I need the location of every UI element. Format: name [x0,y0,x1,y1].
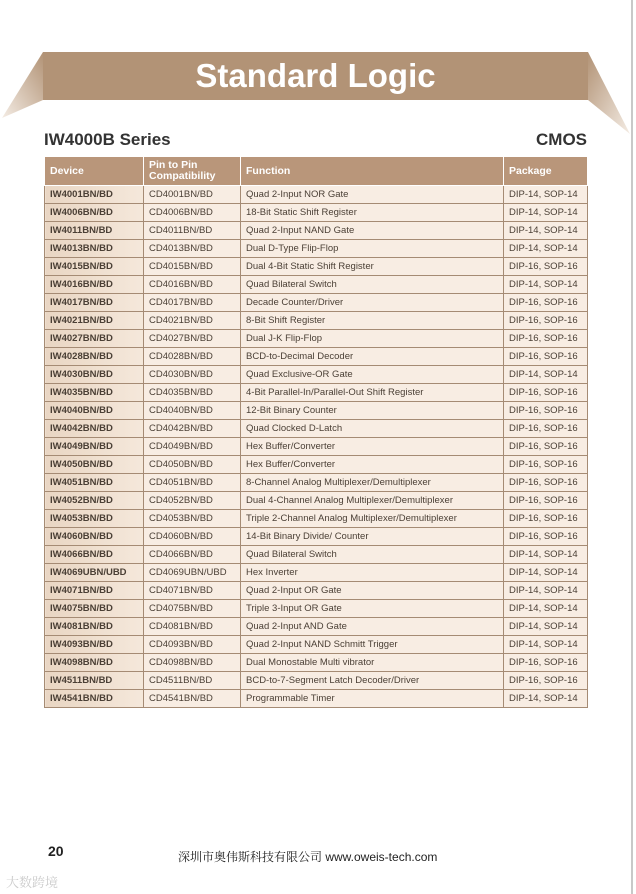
cell-compatibility: CD4016BN/BD [144,276,241,294]
cell-compatibility: CD4006BN/BD [144,204,241,222]
table-row [45,654,588,672]
cell-device: IW4049BN/BD [45,438,144,456]
cell-device: IW4098BN/BD [45,654,144,672]
cell-package: DIP-14, SOP-14 [504,366,588,384]
table-row [45,690,588,708]
table-row [45,222,588,240]
cell-device: IW4071BN/BD [45,582,144,600]
table-row [45,348,588,366]
cell-package: DIP-16, SOP-16 [504,528,588,546]
cell-package: DIP-14, SOP-14 [504,204,588,222]
table-row [45,564,588,582]
table-row [45,240,588,258]
cell-package: DIP-16, SOP-16 [504,654,588,672]
table-row [45,492,588,510]
cell-package: DIP-14, SOP-14 [504,546,588,564]
cell-device: IW4006BN/BD [45,204,144,222]
table-row [45,312,588,330]
cell-package: DIP-16, SOP-16 [504,510,588,528]
cell-package: DIP-14, SOP-14 [504,618,588,636]
cell-package: DIP-14, SOP-14 [504,582,588,600]
cell-function: Programmable Timer [241,690,504,708]
cell-function: Triple 3-Input OR Gate [241,600,504,618]
table-row [45,510,588,528]
cell-function: Decade Counter/Driver [241,294,504,312]
col-device: Device [45,157,144,186]
cell-function: Quad Bilateral Switch [241,276,504,294]
cell-function: Quad Exclusive-OR Gate [241,366,504,384]
page-number: 20 [48,843,64,859]
cell-function: 4-Bit Parallel-In/Parallel-Out Shift Register [241,384,504,402]
table-row [45,384,588,402]
cell-compatibility: CD4511BN/BD [144,672,241,690]
cell-function: 18-Bit Static Shift Register [241,204,504,222]
cell-compatibility: CD4075BN/BD [144,600,241,618]
cell-package: DIP-16, SOP-16 [504,348,588,366]
cell-device: IW4011BN/BD [45,222,144,240]
table-row [45,438,588,456]
cell-package: DIP-16, SOP-16 [504,312,588,330]
cell-compatibility: CD4027BN/BD [144,330,241,348]
cell-compatibility: CD4021BN/BD [144,312,241,330]
table-row [45,402,588,420]
cell-package: DIP-14, SOP-14 [504,564,588,582]
table-row [45,456,588,474]
cell-compatibility: CD4053BN/BD [144,510,241,528]
table-row [45,636,588,654]
cell-device: IW4075BN/BD [45,600,144,618]
cell-device: IW4021BN/BD [45,312,144,330]
cell-compatibility: CD4081BN/BD [144,618,241,636]
cell-function: Hex Inverter [241,564,504,582]
cell-device: IW4017BN/BD [45,294,144,312]
table-row [45,546,588,564]
table-row [45,294,588,312]
watermark-logo: 大数跨境 [6,875,59,890]
cell-device: IW4001BN/BD [45,186,144,204]
table-row [45,474,588,492]
cell-package: DIP-14, SOP-14 [504,186,588,204]
table-row [45,600,588,618]
cell-package: DIP-16, SOP-16 [504,402,588,420]
cell-compatibility: CD4040BN/BD [144,402,241,420]
table-header-row [45,157,588,186]
cell-device: IW4027BN/BD [45,330,144,348]
table-row [45,276,588,294]
cell-device: IW4093BN/BD [45,636,144,654]
cell-package: DIP-16, SOP-16 [504,420,588,438]
cell-compatibility: CD4051BN/BD [144,474,241,492]
col-package: Package [504,157,588,186]
cell-compatibility: CD4052BN/BD [144,492,241,510]
cell-package: DIP-16, SOP-16 [504,474,588,492]
cell-package: DIP-16, SOP-16 [504,258,588,276]
cell-compatibility: CD4049BN/BD [144,438,241,456]
cell-device: IW4015BN/BD [45,258,144,276]
cell-function: 8-Bit Shift Register [241,312,504,330]
cell-package: DIP-16, SOP-16 [504,456,588,474]
cell-compatibility: CD4071BN/BD [144,582,241,600]
cell-function: Triple 2-Channel Analog Multiplexer/Demultiplexer [241,510,504,528]
cell-compatibility: CD4098BN/BD [144,654,241,672]
cell-device: IW4040BN/BD [45,402,144,420]
cell-device: IW4541BN/BD [45,690,144,708]
cell-function: 12-Bit Binary Counter [241,402,504,420]
cell-device: IW4050BN/BD [45,456,144,474]
col-function: Function [241,157,504,186]
cell-device: IW4511BN/BD [45,672,144,690]
cell-compatibility: CD4042BN/BD [144,420,241,438]
left-wing [2,52,43,118]
cell-function: Dual J-K Flip-Flop [241,330,504,348]
cell-package: DIP-14, SOP-14 [504,690,588,708]
cell-device: IW4081BN/BD [45,618,144,636]
cell-package: DIP-14, SOP-14 [504,276,588,294]
cell-package: DIP-14, SOP-14 [504,600,588,618]
series-title: IW4000B Series [44,130,171,149]
right-wing [588,52,630,134]
cell-function: Quad Clocked D-Latch [241,420,504,438]
cell-compatibility: CD4035BN/BD [144,384,241,402]
table-row [45,204,588,222]
cell-compatibility: CD4028BN/BD [144,348,241,366]
cell-function: 14-Bit Binary Divide/ Counter [241,528,504,546]
table-row [45,618,588,636]
cell-function: Quad 2-Input OR Gate [241,582,504,600]
cell-function: 8-Channel Analog Multiplexer/Demultiplexer [241,474,504,492]
cell-compatibility: CD4015BN/BD [144,258,241,276]
cell-function: Dual 4-Channel Analog Multiplexer/Demultiplexer [241,492,504,510]
cell-device: IW4013BN/BD [45,240,144,258]
table-row [45,672,588,690]
cell-package: DIP-14, SOP-14 [504,222,588,240]
table-row [45,528,588,546]
banner-title: Standard Logic [43,52,588,100]
cell-device: IW4028BN/BD [45,348,144,366]
table-row [45,582,588,600]
cell-device: IW4069UBN/UBD [45,564,144,582]
cell-package: DIP-14, SOP-14 [504,636,588,654]
cell-function: Quad 2-Input NAND Gate [241,222,504,240]
cell-package: DIP-16, SOP-16 [504,384,588,402]
cell-function: Dual D-Type Flip-Flop [241,240,504,258]
technology-label: CMOS [536,130,587,149]
cell-compatibility: CD4050BN/BD [144,456,241,474]
cell-function: Quad Bilateral Switch [241,546,504,564]
cell-function: Hex Buffer/Converter [241,438,504,456]
cell-device: IW4030BN/BD [45,366,144,384]
table-row [45,420,588,438]
cell-compatibility: CD4060BN/BD [144,528,241,546]
cell-compatibility: CD4069UBN/UBD [144,564,241,582]
cell-function: Hex Buffer/Converter [241,456,504,474]
cell-package: DIP-16, SOP-16 [504,438,588,456]
cell-package: DIP-16, SOP-16 [504,672,588,690]
table-row [45,258,588,276]
cell-device: IW4052BN/BD [45,492,144,510]
cell-function: BCD-to-Decimal Decoder [241,348,504,366]
cell-function: Quad 2-Input NOR Gate [241,186,504,204]
cell-compatibility: CD4066BN/BD [144,546,241,564]
table-row [45,330,588,348]
cell-device: IW4053BN/BD [45,510,144,528]
cell-device: IW4066BN/BD [45,546,144,564]
cell-compatibility: CD4011BN/BD [144,222,241,240]
table-row [45,366,588,384]
cell-function: Dual 4-Bit Static Shift Register [241,258,504,276]
cell-compatibility: CD4541BN/BD [144,690,241,708]
cell-package: DIP-16, SOP-16 [504,294,588,312]
product-table [44,156,588,708]
cell-device: IW4016BN/BD [45,276,144,294]
cell-compatibility: CD4013BN/BD [144,240,241,258]
cell-device: IW4051BN/BD [45,474,144,492]
cell-package: DIP-16, SOP-16 [504,330,588,348]
footer-company: 深圳市奥伟斯科技有限公司 www.oweis-tech.com [178,850,438,864]
cell-package: DIP-16, SOP-16 [504,492,588,510]
cell-device: IW4060BN/BD [45,528,144,546]
cell-function: BCD-to-7-Segment Latch Decoder/Driver [241,672,504,690]
cell-package: DIP-14, SOP-14 [504,240,588,258]
cell-compatibility: CD4001BN/BD [144,186,241,204]
cell-function: Dual Monostable Multi vibrator [241,654,504,672]
cell-function: Quad 2-Input NAND Schmitt Trigger [241,636,504,654]
cell-device: IW4042BN/BD [45,420,144,438]
col-compatibility: Pin to Pin Compatibility [144,157,241,186]
cell-function: Quad 2-Input AND Gate [241,618,504,636]
cell-compatibility: CD4017BN/BD [144,294,241,312]
cell-device: IW4035BN/BD [45,384,144,402]
table-row [45,186,588,204]
cell-compatibility: CD4030BN/BD [144,366,241,384]
cell-compatibility: CD4093BN/BD [144,636,241,654]
